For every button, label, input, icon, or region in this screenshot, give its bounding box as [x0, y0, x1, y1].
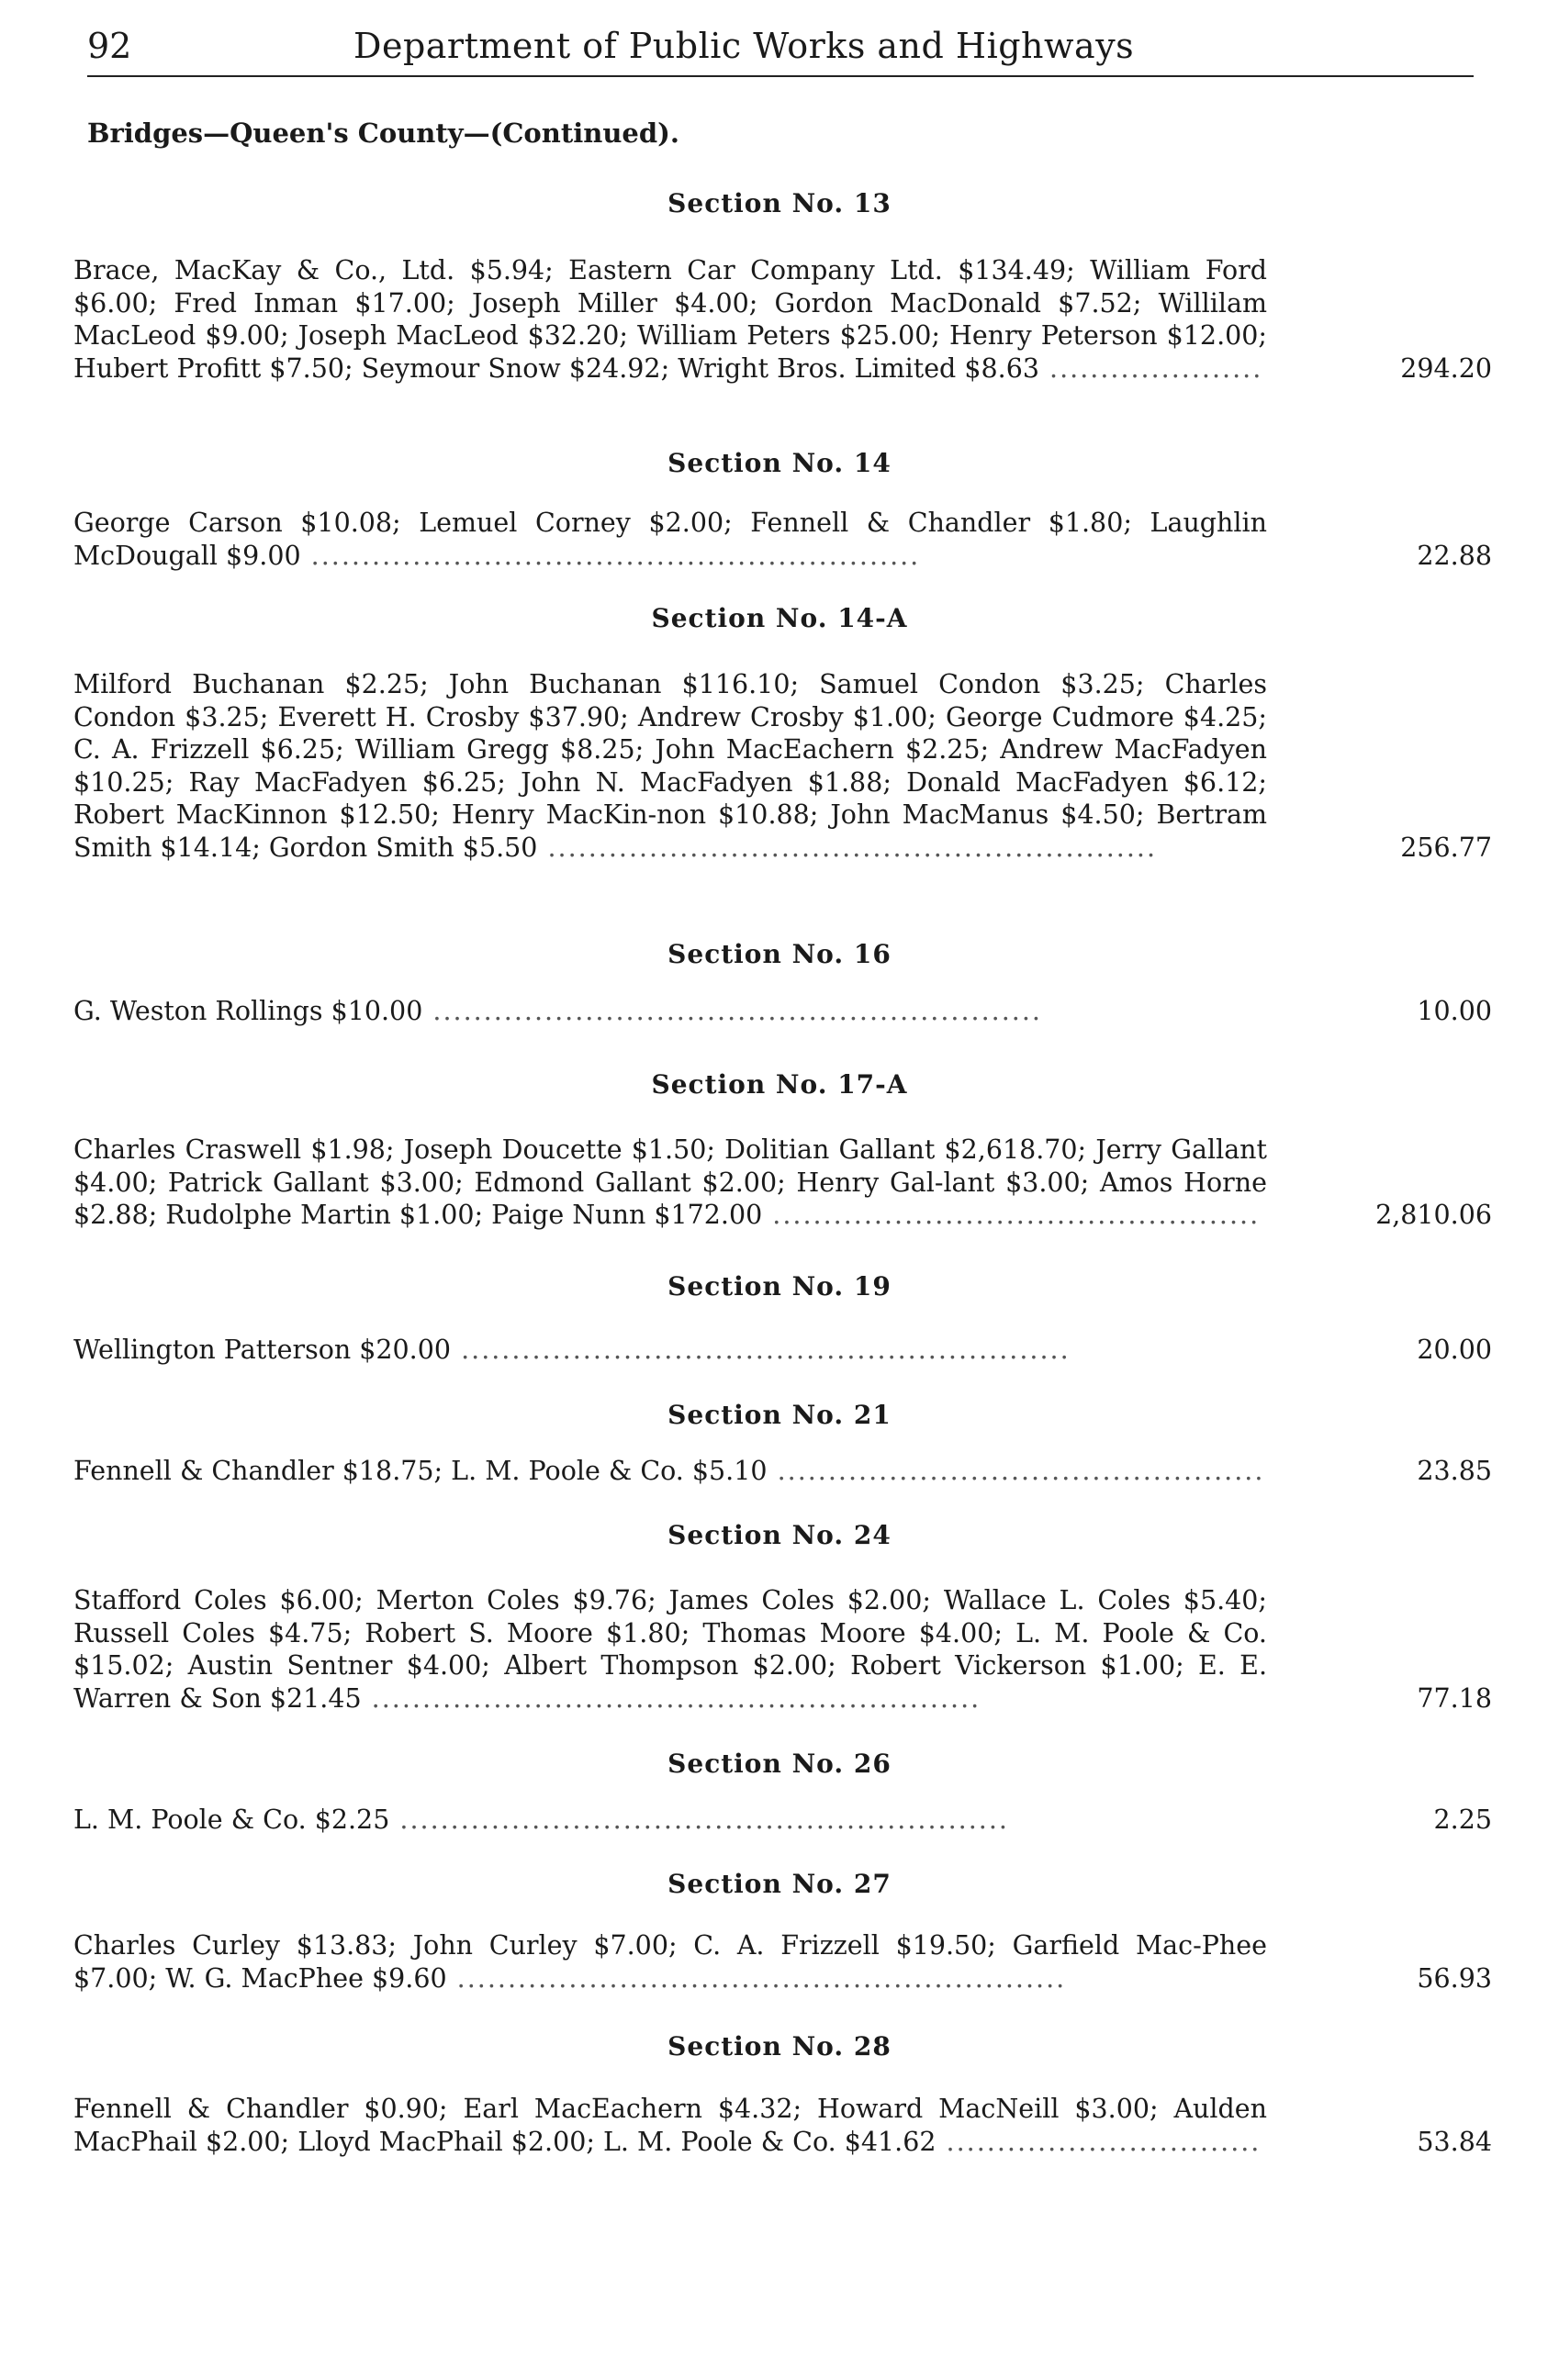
entry-total: 294.20: [1400, 352, 1492, 384]
section-heading: Section No. 27: [667, 1869, 892, 1899]
section-entry: [73, 995, 1492, 1028]
section-heading: Section No. 14: [667, 448, 892, 478]
section-heading: Section No. 24: [667, 1520, 892, 1550]
entry-text: Charles Craswell $1.98; Joseph Doucette $1.50; Dolitian Gallant $2,618.70; Jerry Gallant $4.00; Patrick Gallant $3.00; Edmond Gallant $2.00; Henry Gal-lant $3.00; Amos Horne $2.88; Rudolphe Martin $1.00; Paige Nunn $172.00 ................................................: [73, 1134, 1267, 1230]
entry-text: Brace, MacKay & Co., Ltd. $5.94; Eastern Car Company Ltd. $134.49; William Ford $6.00; Fred Inman $17.00; Joseph Miller $4.00; Gordon MacDonald $7.52; Willilam MacLeod $9.00; Joseph MacLeod $32.20; William Peters $25.00; Henry Peterson $12.00; Hubert Profitt $7.50; Seymour Snow $24.92; Wright Bros. Limited $8.63 .....................: [73, 255, 1267, 384]
dot-leader: ............................................................: [300, 540, 921, 571]
entry-total: 2,810.06: [1375, 1200, 1492, 1230]
entry-text: Wellington Patterson $20.00 ............................................................: [73, 1335, 1071, 1365]
entry-total: 256.77: [1400, 832, 1492, 863]
entry-total: 77.18: [1417, 1682, 1492, 1714]
entry-total: 53.84: [1417, 2126, 1492, 2157]
entry-total: 10.00: [1417, 996, 1492, 1026]
section-heading: Section No. 19: [667, 1271, 892, 1302]
dot-leader: ................................................: [767, 1456, 1265, 1486]
table-subtitle: Bridges—Queen's County—(Continued).: [87, 117, 679, 149]
entry-text: G. Weston Rollings $10.00 ............................................................: [73, 996, 1042, 1026]
section-entry: [73, 1455, 1492, 1488]
entry-text: Milford Buchanan $2.25; John Buchanan $116.10; Samuel Condon $3.25; Charles Condon $3.25; Everett H. Crosby $37.90; Andrew Crosby $1.00; George Cudmore $4.25; C. A. Frizzell $6.25; William Gregg $8.25; John MacEachern $2.25; Andrew MacFadyen $10.25; Ray MacFadyen $6.25; John N. MacFadyen $1.88; Donald MacFadyen $6.12; Robert MacKinnon $12.50; Henry MacKin-non $10.88; John MacManus $4.50; Bertram Smith $14.14; Gordon Smith $5.50 ............................................................: [73, 669, 1267, 863]
section-entry: [73, 507, 1492, 572]
dot-leader: ............................................................: [446, 1962, 1067, 1994]
entry-text: L. M. Poole & Co. $2.25 ............................................................: [73, 1805, 1009, 1835]
section-entry: [73, 254, 1492, 385]
section-heading: Section No. 13: [667, 188, 892, 218]
dot-leader: ................................................: [762, 1200, 1261, 1230]
section-heading: Section No. 16: [667, 939, 892, 969]
dot-leader: ............................................................: [389, 1805, 1009, 1835]
section-entry: [73, 668, 1492, 864]
entry-total: 2.25: [1433, 1805, 1492, 1835]
section-entry: [73, 1334, 1492, 1367]
entry-total: 22.88: [1417, 540, 1492, 571]
entry-text: Fennell & Chandler $0.90; Earl MacEachern $4.32; Howard MacNeill $3.00; Aulden MacPhail $2.00; Lloyd MacPhail $2.00; L. M. Poole & Co. $41.62 ...............................: [73, 2094, 1267, 2157]
section-heading: Section No. 21: [667, 1400, 892, 1430]
entry-text: George Carson $10.08; Lemuel Corney $2.00; Fennell & Chandler $1.80; Laughlin McDougall $9.00 ............................................................: [73, 508, 1267, 571]
section-entry: [73, 2093, 1492, 2158]
entry-text: Fennell & Chandler $18.75; L. M. Poole & Co. $5.10 ................................................: [73, 1456, 1265, 1486]
entry-total: 56.93: [1417, 1962, 1492, 1994]
section-heading: Section No. 17-A: [651, 1069, 908, 1100]
section-entry: [73, 1584, 1492, 1715]
entry-text: Charles Curley $13.83; John Curley $7.00; C. A. Frizzell $19.50; Garfield Mac-Phee $7.00; W. G. MacPhee $9.60 ............................................................: [73, 1930, 1267, 1994]
dot-leader: ............................................................: [422, 996, 1042, 1026]
dot-leader: ............................................................: [451, 1335, 1071, 1365]
entry-total: 20.00: [1417, 1335, 1492, 1365]
section-heading: Section No. 14-A: [651, 603, 908, 633]
dot-leader: .....................: [1038, 352, 1263, 384]
dot-leader: ............................................................: [361, 1682, 981, 1714]
section-entry: [73, 1929, 1492, 1995]
section-heading: Section No. 28: [667, 2031, 892, 2062]
section-entry: [73, 1134, 1492, 1232]
section-heading: Section No. 26: [667, 1749, 892, 1779]
page-number: 92: [87, 26, 132, 66]
dot-leader: ...............................: [936, 2126, 1262, 2157]
running-head: [87, 20, 1474, 77]
dot-leader: ............................................................: [537, 832, 1158, 863]
entry-total: 23.85: [1417, 1456, 1492, 1486]
page-title: Department of Public Works and Highways: [353, 26, 1135, 66]
section-entry: [73, 1804, 1492, 1837]
entry-text: Stafford Coles $6.00; Merton Coles $9.76; James Coles $2.00; Wallace L. Coles $5.40; Russell Coles $4.75; Robert S. Moore $1.80; Thomas Moore $4.00; L. M. Poole & Co. $15.02; Austin Sentner $4.00; Albert Thompson $2.00; Robert Vickerson $1.00; E. E. Warren & Son $21.45 ............................................................: [73, 1585, 1267, 1714]
